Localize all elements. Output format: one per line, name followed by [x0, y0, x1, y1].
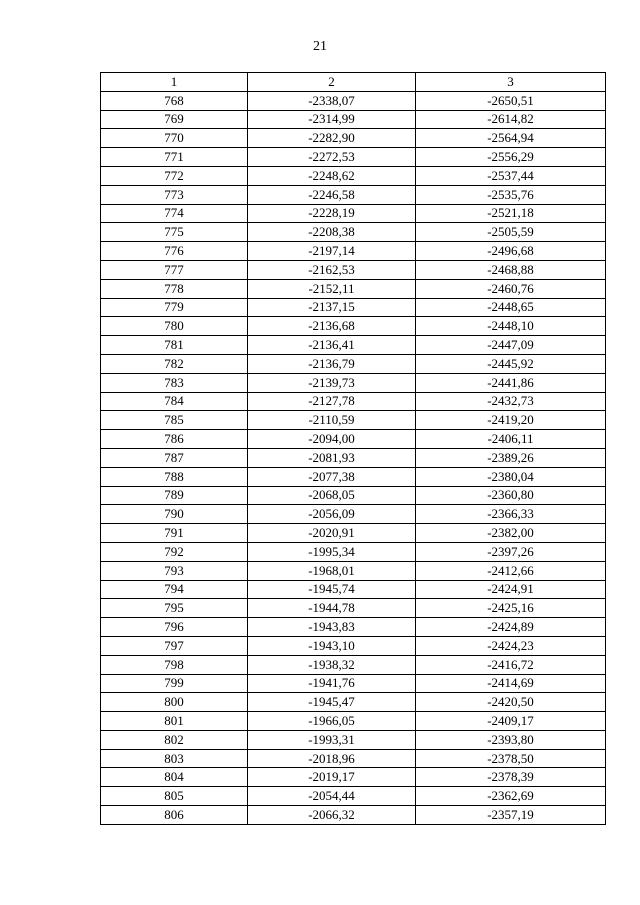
table-row [101, 354, 606, 373]
table-cell-col-2: -2139,73 [248, 373, 416, 392]
table-cell-col-2: -2066,32 [248, 806, 416, 825]
table-cell-col-3: -2424,91 [416, 580, 606, 599]
table-cell-col-2: -2282,90 [248, 129, 416, 148]
table-row [101, 749, 606, 768]
table-cell-col-3: -2378,50 [416, 749, 606, 768]
table-cell-col-1: 802 [101, 730, 248, 749]
table-row [101, 260, 606, 279]
table-cell-col-1: 796 [101, 618, 248, 637]
table-cell-col-1: 768 [101, 91, 248, 110]
table-cell-col-2: -1968,01 [248, 561, 416, 580]
table-cell-col-1: 777 [101, 260, 248, 279]
table-cell-col-3: -2521,18 [416, 204, 606, 223]
table-cell-col-2: -2338,07 [248, 91, 416, 110]
table-row [101, 448, 606, 467]
table-body [101, 91, 606, 824]
table-cell-col-1: 790 [101, 505, 248, 524]
table-cell-col-2: -2110,59 [248, 411, 416, 430]
table-cell-col-2: -2314,99 [248, 110, 416, 129]
table-cell-col-1: 788 [101, 467, 248, 486]
table-cell-col-2: -2081,93 [248, 448, 416, 467]
table-cell-col-2: -2272,53 [248, 148, 416, 167]
table-row [101, 185, 606, 204]
table-cell-col-2: -1944,78 [248, 599, 416, 618]
table-row [101, 242, 606, 261]
table-cell-col-1: 789 [101, 486, 248, 505]
table-cell-col-1: 797 [101, 636, 248, 655]
table-cell-col-2: -1966,05 [248, 712, 416, 731]
table-cell-col-3: -2397,26 [416, 542, 606, 561]
table-row [101, 110, 606, 129]
table-cell-col-1: 774 [101, 204, 248, 223]
table-cell-col-2: -1943,83 [248, 618, 416, 637]
table-cell-col-1: 770 [101, 129, 248, 148]
table-cell-col-3: -2614,82 [416, 110, 606, 129]
table-cell-col-1: 791 [101, 524, 248, 543]
table-cell-col-3: -2378,39 [416, 768, 606, 787]
table-cell-col-2: -1945,47 [248, 693, 416, 712]
table-row [101, 806, 606, 825]
table-cell-col-2: -2136,68 [248, 317, 416, 336]
table-cell-col-1: 772 [101, 166, 248, 185]
table-cell-col-1: 771 [101, 148, 248, 167]
table-row [101, 223, 606, 242]
table-cell-col-1: 778 [101, 279, 248, 298]
table-row [101, 148, 606, 167]
table-cell-col-1: 775 [101, 223, 248, 242]
table-row [101, 542, 606, 561]
table-cell-col-3: -2412,66 [416, 561, 606, 580]
table-cell-col-1: 806 [101, 806, 248, 825]
table-cell-col-2: -2077,38 [248, 467, 416, 486]
table-row [101, 129, 606, 148]
table-cell-col-3: -2556,29 [416, 148, 606, 167]
table-cell-col-3: -2380,04 [416, 467, 606, 486]
table-cell-col-3: -2441,86 [416, 373, 606, 392]
table-cell-col-1: 786 [101, 430, 248, 449]
table-row [101, 467, 606, 486]
page-number: 21 [313, 39, 327, 54]
table-cell-col-3: -2406,11 [416, 430, 606, 449]
table-row [101, 373, 606, 392]
table-cell-col-2: -2068,05 [248, 486, 416, 505]
table-cell-col-2: -1943,10 [248, 636, 416, 655]
table-cell-col-3: -2650,51 [416, 91, 606, 110]
table-row [101, 693, 606, 712]
column-header-3: 3 [416, 73, 606, 92]
table-cell-col-2: -1941,76 [248, 674, 416, 693]
table-row [101, 204, 606, 223]
table-cell-col-1: 784 [101, 392, 248, 411]
table-cell-col-1: 805 [101, 787, 248, 806]
table-cell-col-2: -2094,00 [248, 430, 416, 449]
table-cell-col-3: -2460,76 [416, 279, 606, 298]
table-cell-col-3: -2537,44 [416, 166, 606, 185]
table-row [101, 279, 606, 298]
table-row [101, 580, 606, 599]
table-cell-col-3: -2414,69 [416, 674, 606, 693]
table-cell-col-3: -2424,23 [416, 636, 606, 655]
table-cell-col-2: -2054,44 [248, 787, 416, 806]
table-cell-col-3: -2505,59 [416, 223, 606, 242]
table-cell-col-1: 794 [101, 580, 248, 599]
table-cell-col-2: -2152,11 [248, 279, 416, 298]
table-cell-col-3: -2468,88 [416, 260, 606, 279]
table-cell-col-2: -2018,96 [248, 749, 416, 768]
table-cell-col-2: -2056,09 [248, 505, 416, 524]
table-cell-col-1: 798 [101, 655, 248, 674]
table-cell-col-2: -2228,19 [248, 204, 416, 223]
table-cell-col-2: -2019,17 [248, 768, 416, 787]
table-row [101, 91, 606, 110]
table-cell-col-1: 781 [101, 336, 248, 355]
table-cell-col-3: -2416,72 [416, 655, 606, 674]
table-cell-col-3: -2357,19 [416, 806, 606, 825]
column-header-2: 2 [248, 73, 416, 92]
table-row [101, 636, 606, 655]
table-row [101, 655, 606, 674]
table-row [101, 712, 606, 731]
table-cell-col-2: -2127,78 [248, 392, 416, 411]
table-cell-col-3: -2448,10 [416, 317, 606, 336]
column-header-1: 1 [101, 73, 248, 92]
table-cell-col-1: 779 [101, 298, 248, 317]
table-row [101, 561, 606, 580]
table-cell-col-3: -2382,00 [416, 524, 606, 543]
table-cell-col-1: 769 [101, 110, 248, 129]
table-cell-col-1: 795 [101, 599, 248, 618]
table-cell-col-1: 780 [101, 317, 248, 336]
table-cell-col-2: -2136,41 [248, 336, 416, 355]
table-cell-col-3: -2393,80 [416, 730, 606, 749]
table-cell-col-2: -1945,74 [248, 580, 416, 599]
table-cell-col-3: -2409,17 [416, 712, 606, 731]
table-row [101, 505, 606, 524]
table-cell-col-1: 785 [101, 411, 248, 430]
table-cell-col-3: -2447,09 [416, 336, 606, 355]
table-cell-col-3: -2448,65 [416, 298, 606, 317]
table-row [101, 599, 606, 618]
table-row [101, 486, 606, 505]
table-cell-col-2: -2162,53 [248, 260, 416, 279]
table-cell-col-3: -2445,92 [416, 354, 606, 373]
table-row [101, 430, 606, 449]
table-cell-col-3: -2425,16 [416, 599, 606, 618]
table-row [101, 768, 606, 787]
table-cell-col-2: -2136,79 [248, 354, 416, 373]
table-cell-col-2: -1993,31 [248, 730, 416, 749]
table-row [101, 166, 606, 185]
table-cell-col-1: 773 [101, 185, 248, 204]
table-cell-col-3: -2389,26 [416, 448, 606, 467]
table-cell-col-3: -2496,68 [416, 242, 606, 261]
table-header-row [101, 73, 606, 92]
table-cell-col-1: 776 [101, 242, 248, 261]
table-cell-col-3: -2432,73 [416, 392, 606, 411]
table-cell-col-2: -2197,14 [248, 242, 416, 261]
table-cell-col-2: -2246,58 [248, 185, 416, 204]
table-cell-col-2: -2137,15 [248, 298, 416, 317]
table-cell-col-2: -2208,38 [248, 223, 416, 242]
table-row [101, 336, 606, 355]
table-cell-col-1: 787 [101, 448, 248, 467]
table-cell-col-1: 799 [101, 674, 248, 693]
table-row [101, 524, 606, 543]
table-row [101, 674, 606, 693]
data-table [100, 72, 606, 825]
table-cell-col-3: -2362,69 [416, 787, 606, 806]
table-cell-col-2: -2248,62 [248, 166, 416, 185]
table-cell-col-1: 792 [101, 542, 248, 561]
table-row [101, 392, 606, 411]
table-cell-col-3: -2366,33 [416, 505, 606, 524]
table-row [101, 298, 606, 317]
table-cell-col-1: 793 [101, 561, 248, 580]
table-row [101, 787, 606, 806]
table-cell-col-3: -2535,76 [416, 185, 606, 204]
table-row [101, 618, 606, 637]
table-row [101, 730, 606, 749]
table-cell-col-1: 800 [101, 693, 248, 712]
table-cell-col-1: 804 [101, 768, 248, 787]
table-cell-col-2: -1995,34 [248, 542, 416, 561]
table-cell-col-3: -2420,50 [416, 693, 606, 712]
table-cell-col-3: -2419,20 [416, 411, 606, 430]
table-cell-col-3: -2424,89 [416, 618, 606, 637]
table-cell-col-3: -2360,80 [416, 486, 606, 505]
table-cell-col-1: 782 [101, 354, 248, 373]
table-row [101, 411, 606, 430]
table-cell-col-1: 801 [101, 712, 248, 731]
table-cell-col-1: 803 [101, 749, 248, 768]
table-cell-col-2: -2020,91 [248, 524, 416, 543]
table-cell-col-1: 783 [101, 373, 248, 392]
table-row [101, 317, 606, 336]
table-cell-col-2: -1938,32 [248, 655, 416, 674]
table-cell-col-3: -2564,94 [416, 129, 606, 148]
table-header [101, 73, 606, 92]
